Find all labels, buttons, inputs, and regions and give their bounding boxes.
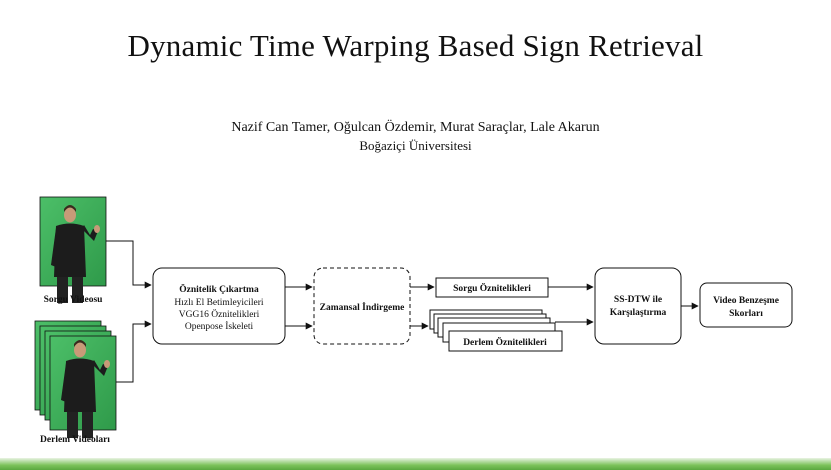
corpus-videos-label: Derlem Videoları	[40, 435, 110, 445]
similarity-scores-box	[700, 283, 792, 327]
similarity-line-1: Video Benzeşme	[713, 296, 779, 306]
author-list: Nazif Can Tamer, Oğulcan Özdemir, Murat Saraçlar, Lale Akarun	[231, 120, 600, 135]
ssdtw-line-1: SS-DTW ile	[613, 295, 663, 305]
query-features-box	[436, 278, 548, 297]
temporal-reduction-box	[314, 268, 410, 344]
bottom-accent-bar	[0, 458, 831, 470]
similarity-line-2: Skorları	[729, 309, 763, 319]
feature-extraction-box	[153, 268, 285, 344]
query-video-frame	[40, 197, 106, 303]
corpus-video-stack	[35, 321, 116, 438]
corpus-features-stack	[430, 310, 562, 351]
corpus-features-label: Derlem Öznitelikleri	[463, 338, 547, 348]
feature-extraction-title: Öznitelik Çıkartma	[179, 285, 259, 295]
query-features-label: Sorgu Öznitelikleri	[453, 284, 531, 294]
corpus-to-feature-arrow	[116, 324, 151, 382]
feature-line-3: Openpose İskeleti	[184, 322, 254, 332]
ssdtw-line-2: Karşılaştırma	[609, 308, 667, 318]
ssdtw-box	[595, 268, 681, 344]
query-to-feature-arrow	[106, 241, 151, 285]
query-video-label: Sorgu Videosu	[43, 295, 103, 305]
temporal-reduction-label: Zamansal İndirgeme	[319, 303, 405, 313]
feature-line-2: VGG16 Öznitelikleri	[178, 310, 260, 320]
paper-title: Dynamic Time Warping Based Sign Retrieval	[127, 28, 704, 63]
feature-line-1: Hızlı El Betimleyicileri	[174, 298, 264, 308]
affiliation: Boğaziçi Üniversitesi	[359, 138, 472, 153]
